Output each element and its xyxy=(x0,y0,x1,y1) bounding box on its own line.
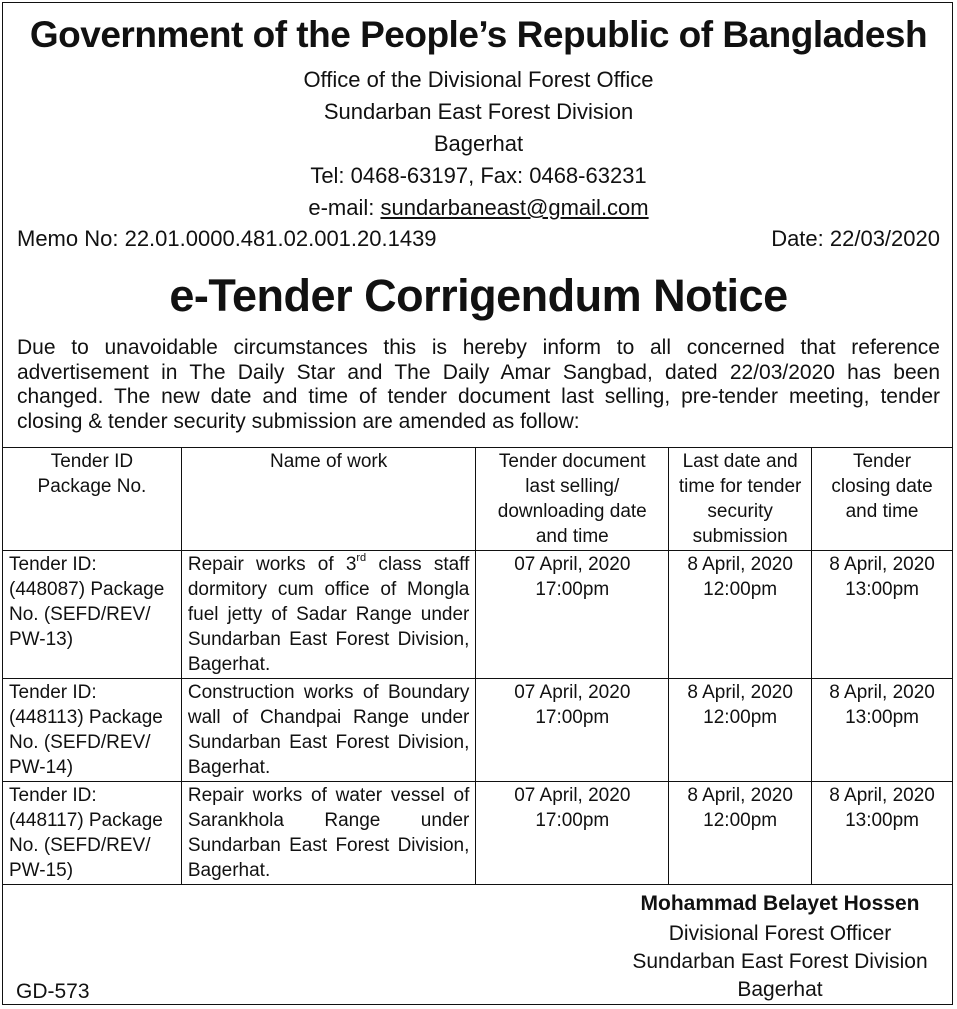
selling-cell xyxy=(476,782,669,885)
selling-date: 07 April, 2020 xyxy=(514,682,631,703)
email-link[interactable]: sundarbaneast@gmail.com xyxy=(380,195,649,220)
header-doc-selling: Tender document last selling/ downloading date and time xyxy=(476,448,669,551)
security-date: 8 April, 2020 xyxy=(687,682,793,703)
closing-cell xyxy=(812,679,953,782)
tender-id-cell: Tender ID: (448087) Package No. (SEFD/REV/ PW-13) xyxy=(3,551,182,679)
work-superscript: rd xyxy=(356,552,367,564)
closing-date: 8 April, 2020 xyxy=(829,682,935,703)
selling-date: 07 April, 2020 xyxy=(514,554,631,575)
closing-time: 13:00pm xyxy=(845,707,920,728)
security-time: 12:00pm xyxy=(703,810,778,831)
notice-date: Date: 22/03/2020 xyxy=(771,226,940,251)
closing-time: 13:00pm xyxy=(845,810,920,831)
table-header-row xyxy=(3,448,953,551)
signatory-name: Mohammad Belayet Hossen xyxy=(640,892,920,915)
tender-table xyxy=(2,447,953,885)
selling-date: 07 April, 2020 xyxy=(514,785,631,806)
selling-time: 17:00pm xyxy=(535,810,610,831)
header-security-submission: Last date and time for tender security submission xyxy=(669,448,812,551)
office-name: Office of the Divisional Forest Office xyxy=(303,67,654,92)
security-date: 8 April, 2020 xyxy=(687,785,793,806)
security-cell xyxy=(669,551,812,679)
header-tender-id: Tender ID Package No. xyxy=(3,448,182,551)
signatory-division: Sundarban East Forest Division xyxy=(632,950,928,973)
signatory-location: Bagerhat xyxy=(737,978,823,1001)
header-name-of-work: Name of work xyxy=(181,448,476,551)
signatory-designation: Divisional Forest Officer xyxy=(668,922,892,945)
selling-cell xyxy=(476,551,669,679)
work-cell xyxy=(181,551,476,679)
table-row xyxy=(3,679,953,782)
closing-date: 8 April, 2020 xyxy=(829,785,935,806)
closing-time: 13:00pm xyxy=(845,579,920,600)
email-label: e-mail: xyxy=(308,195,381,220)
reference-code: GD-573 xyxy=(16,980,90,1003)
office-location: Bagerhat xyxy=(433,131,524,156)
work-text: Repair works of 3 xyxy=(187,554,357,575)
selling-cell xyxy=(476,679,669,782)
selling-time: 17:00pm xyxy=(535,707,610,728)
work-cell: Construction works of Boundary wall of Chandpai Range under Sundarban East Forest Division, Bagerhat. xyxy=(181,679,476,782)
security-cell xyxy=(669,782,812,885)
security-cell xyxy=(669,679,812,782)
work-cell: Repair works of water vessel of Sarankhola Range under Sundarban East Forest Division, Bagerhat. xyxy=(181,782,476,885)
selling-time: 17:00pm xyxy=(535,579,610,600)
table-row xyxy=(3,551,953,679)
division-name: Sundarban East Forest Division xyxy=(323,99,634,124)
security-time: 12:00pm xyxy=(703,707,778,728)
tender-id-cell: Tender ID: (448117) Package No. (SEFD/REV/ PW-15) xyxy=(3,782,182,885)
work-text: class staff dormitory cum office of Mongla fuel jetty of Sadar Range under Sundarban East Forest Division, Bagerhat. xyxy=(187,554,470,675)
closing-date: 8 April, 2020 xyxy=(829,554,935,575)
contact-line: Tel: 0468-63197, Fax: 0468-63231 xyxy=(310,163,647,188)
header-closing: Tender closing date and time xyxy=(812,448,953,551)
security-date: 8 April, 2020 xyxy=(687,554,793,575)
table-row xyxy=(3,782,953,885)
memo-number: Memo No: 22.01.0000.481.02.001.20.1439 xyxy=(17,226,437,251)
closing-cell xyxy=(812,551,953,679)
intro-paragraph: Due to unavoidable circumstances this is hereby inform to all concerned that reference advertisement in The Daily Star and The Daily Amar Sangbad, dated 22/03/2020 has been changed. The new date and time of tender document last selling, pre-tender meeting, tender closing & tender security submission are amended as follow: xyxy=(17,336,940,433)
notice-title: e-Tender Corrigendum Notice xyxy=(169,270,788,321)
email-line xyxy=(0,195,957,221)
closing-cell xyxy=(812,782,953,885)
government-title: Government of the People’s Republic of Bangladesh xyxy=(29,14,928,55)
tender-id-cell: Tender ID: (448113) Package No. (SEFD/REV/ PW-14) xyxy=(3,679,182,782)
security-time: 12:00pm xyxy=(703,579,778,600)
